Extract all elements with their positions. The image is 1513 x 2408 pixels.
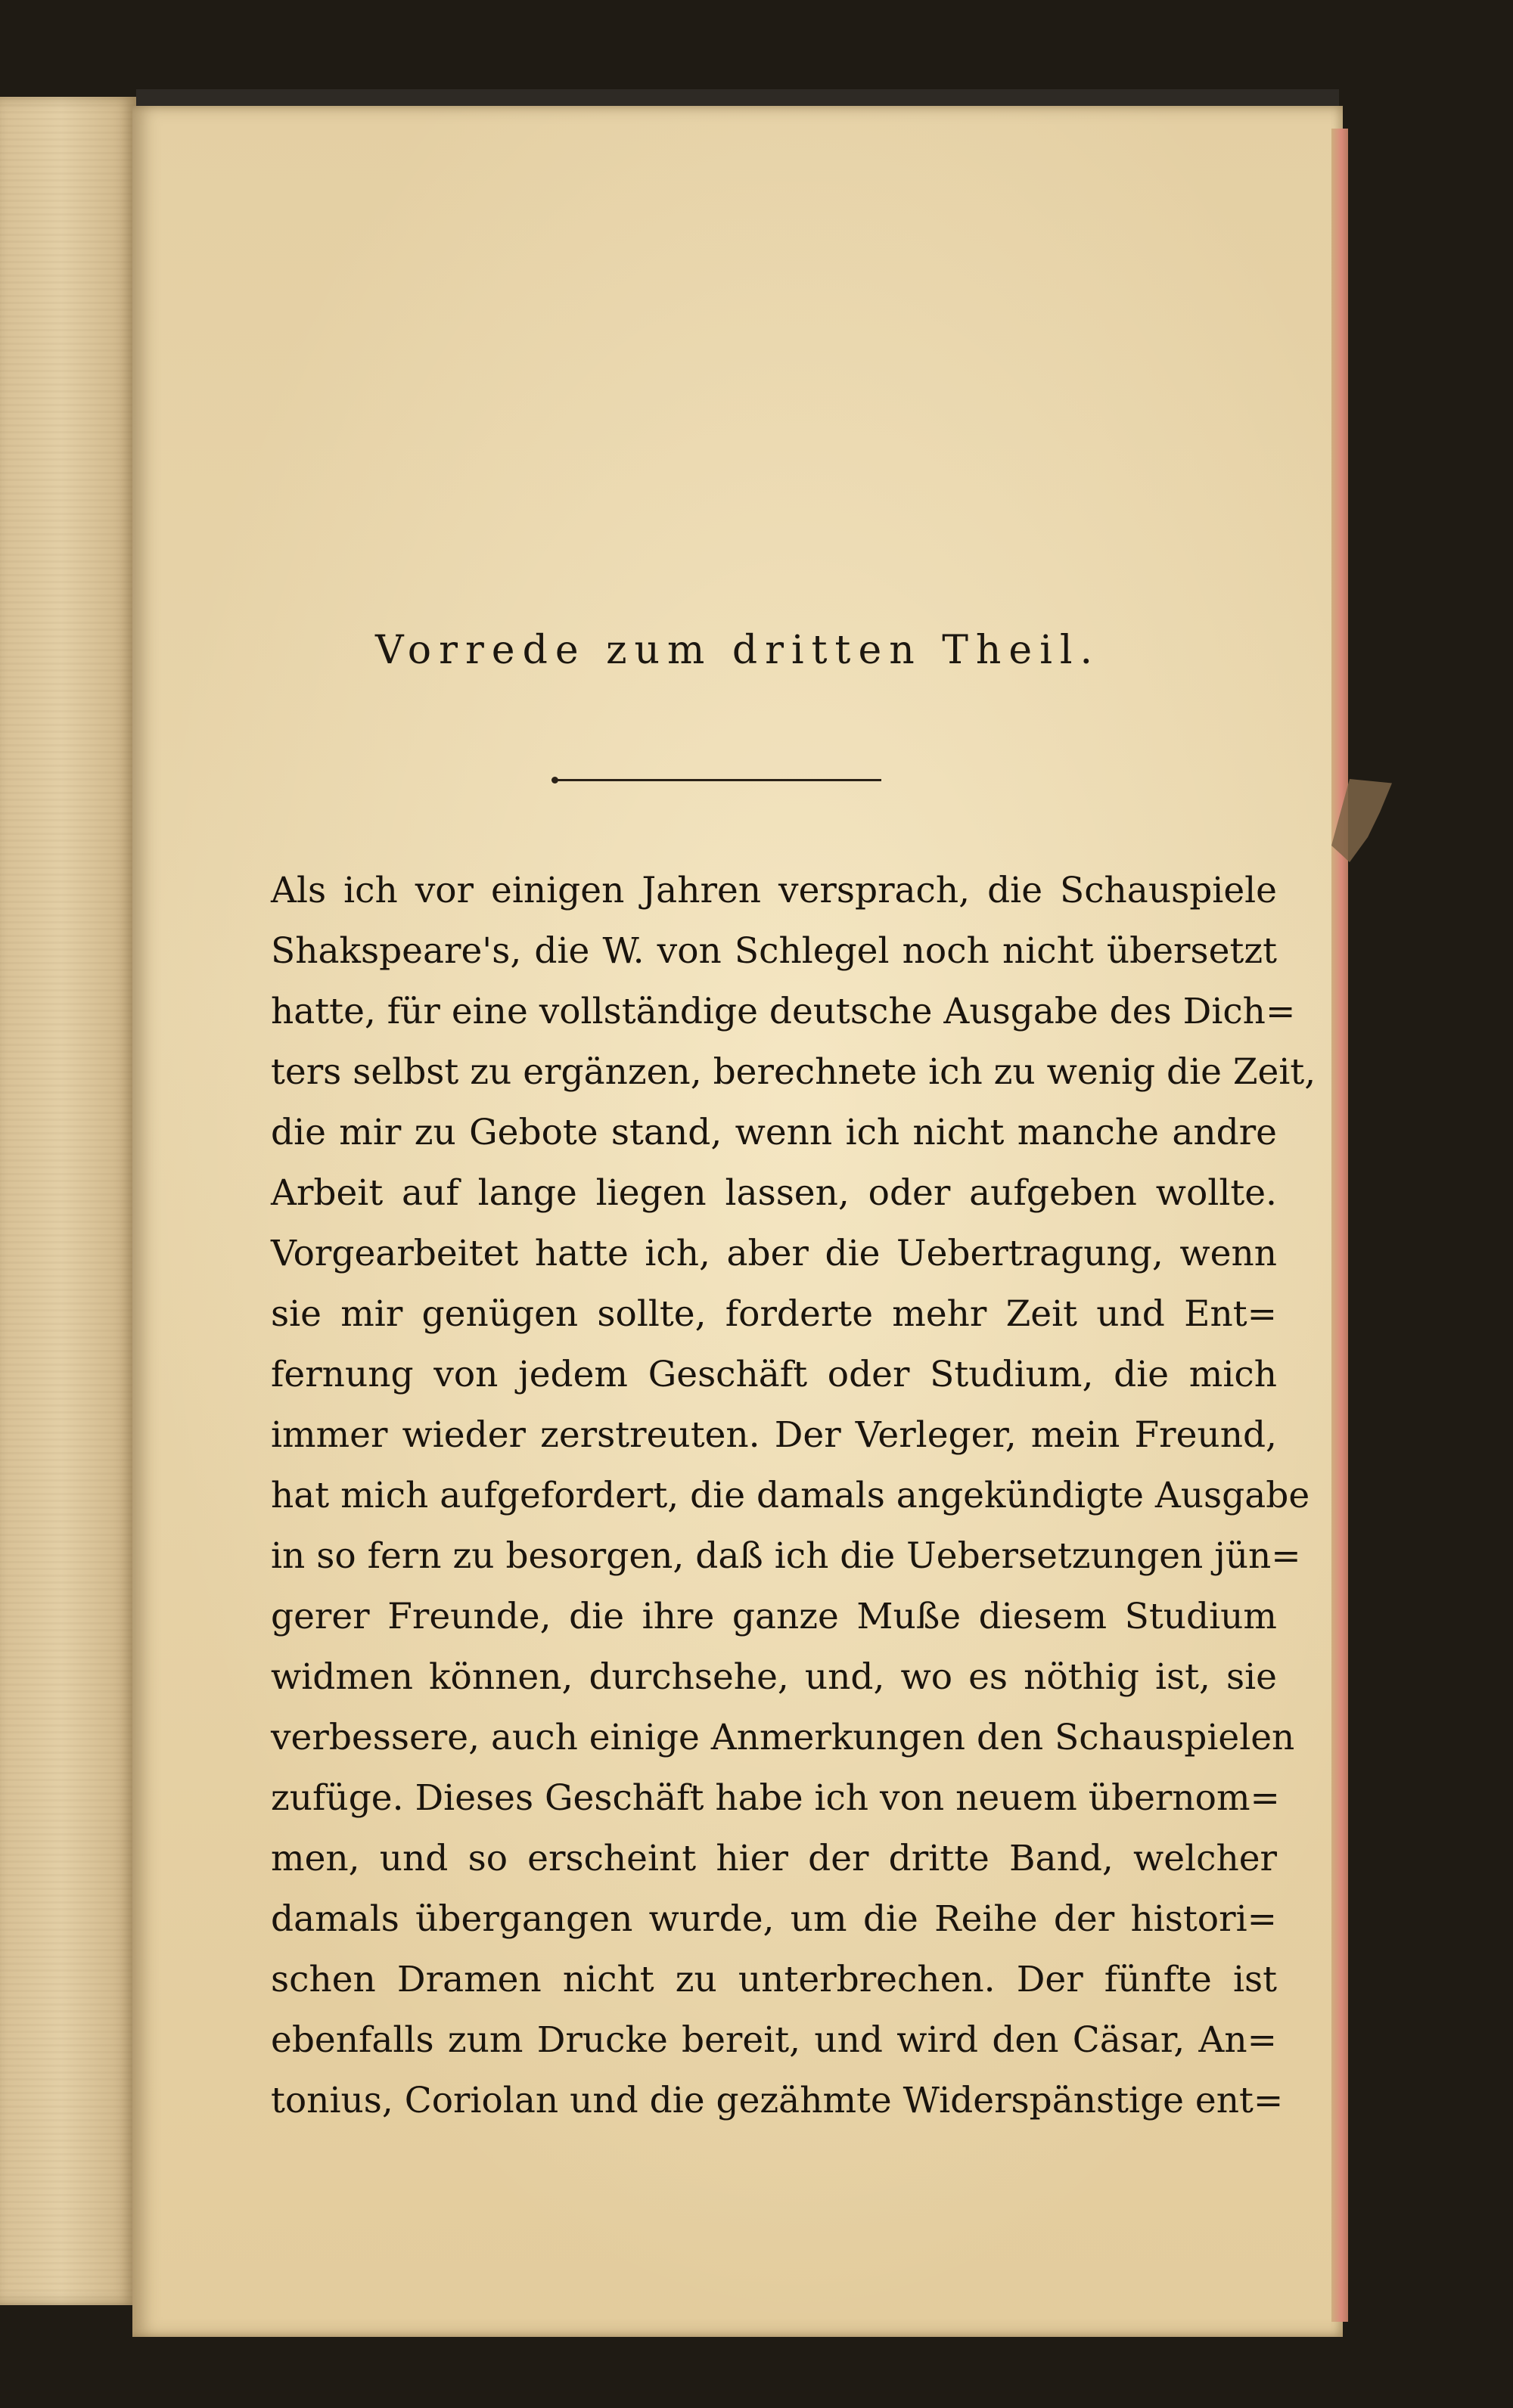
text-line: Shakspeare's, die W. von Schlegel noch nicht übersetzt	[271, 930, 1277, 972]
text-line: fernung von jedem Geschäft oder Studium, die mich	[271, 1354, 1277, 1395]
text-line: gerer Freunde, die ihre ganze Muße diesem Studium	[271, 1596, 1277, 1637]
text-line: zufüge. Dieses Geschäft habe ich von neuem übernom=	[271, 1777, 1280, 1819]
text-line: ters selbst zu ergänzen, berechnete ich zu wenig die Zeit,	[271, 1051, 1316, 1093]
text-line: schen Dramen nicht zu unterbrechen. Der fünfte ist	[271, 1959, 1277, 2000]
text-line: Vorgearbeitet hatte ich, aber die Uebertragung, wenn	[271, 1233, 1277, 1274]
body-text	[132, 106, 1343, 2337]
page-title: Vorrede zum dritten Theil.	[375, 628, 1100, 673]
text-line: ebenfalls zum Drucke bereit, und wird den Cäsar, An=	[271, 2019, 1277, 2061]
text-line: hatte, für eine vollständige deutsche Ausgabe des Dich=	[271, 991, 1296, 1032]
text-line: die mir zu Gebote stand, wenn ich nicht manche andre	[271, 1112, 1277, 1153]
text-line: damals übergangen wurde, um die Reihe der histori=	[271, 1898, 1277, 1940]
text-line: sie mir genügen sollte, forderte mehr Zeit und Ent=	[271, 1293, 1277, 1335]
page-fore-edge	[1331, 129, 1348, 2322]
text-line: verbessere, auch einige Anmerkungen den Schauspielen	[271, 1717, 1295, 1758]
text-line: Als ich vor einigen Jahren versprach, die Schauspiele	[271, 870, 1277, 911]
text-line: Arbeit auf lange liegen lassen, oder aufgeben wollte.	[271, 1172, 1277, 1214]
text-line: widmen können, durchsehe, und, wo es nöthig ist, sie	[271, 1656, 1277, 1698]
text-line: immer wieder zerstreuten. Der Verleger, mein Freund,	[271, 1414, 1277, 1456]
text-line: hat mich aufgefordert, die damals angekündigte Ausgabe	[271, 1475, 1310, 1516]
text-line: tonius, Coriolan und die gezähmte Widerspänstige ent=	[271, 2080, 1284, 2121]
text-line: in so fern zu besorgen, daß ich die Uebersetzungen jün=	[271, 1535, 1301, 1577]
text-line: men, und so erscheint hier der dritte Band, welcher	[271, 1838, 1277, 1879]
previous-page-texture	[0, 97, 136, 2305]
book-page	[132, 106, 1343, 2337]
